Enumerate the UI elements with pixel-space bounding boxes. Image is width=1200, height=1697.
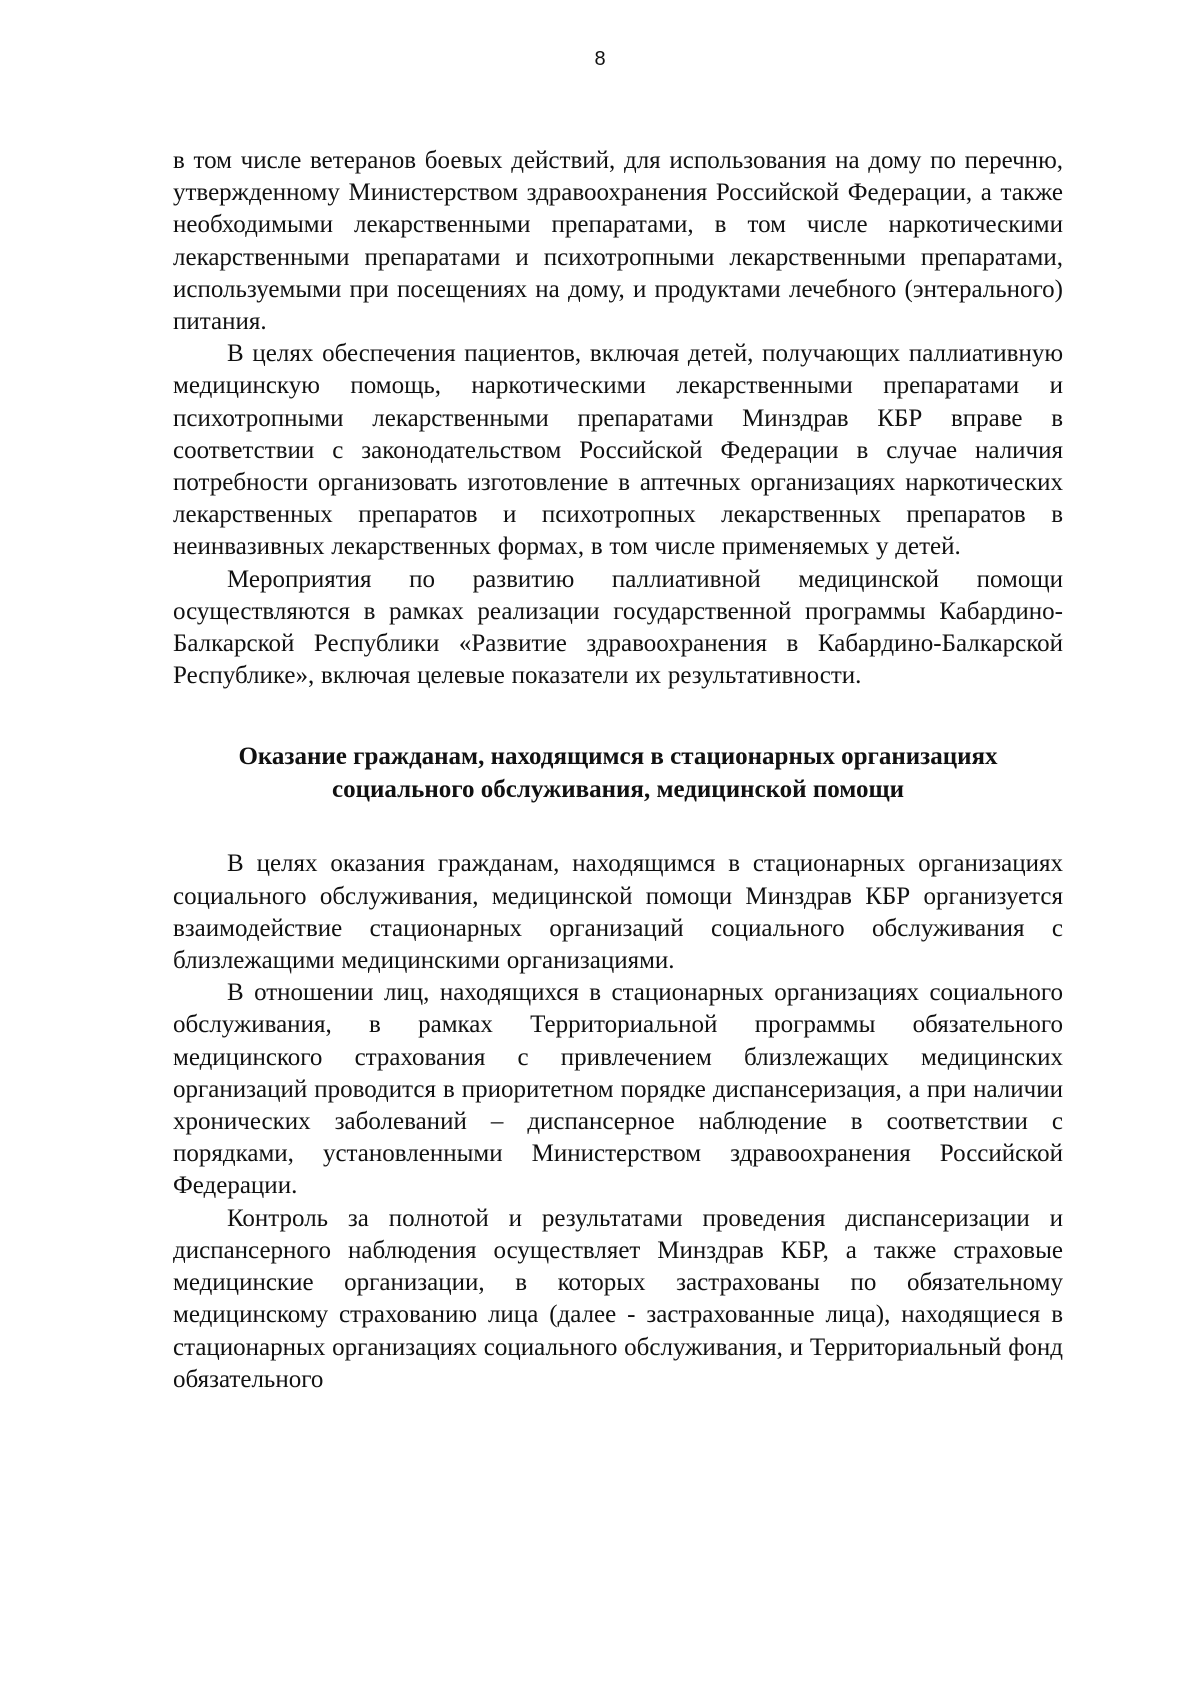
paragraph-control: Контроль за полнотой и результатами проведения диспансеризации и диспансерного наблюдения осуществляет Минздрав КБР, а также страховые медицинские организации, в которых застрахованы по обязательному медицинскому страхованию лица (далее - застрахованные лица), находящиеся в стационарных организациях социального обслуживания, и Территориальный фонд обязательного	[173, 1204, 1063, 1393]
section-heading-line-1: Оказание гражданам, находящимся в стационарных организациях	[238, 743, 998, 771]
paragraph-continuation: в том числе ветеранов боевых действий, для использования на дому по перечню, утвержденному Министерством здравоохранения Российской Федерации, а также необходимыми лекарственными препаратами, в том числе наркотическими лекарственными препаратами и психотропными лекарственными препаратами, используемыми при посещениях на дому, и продуктами лечебного (энтерального) питания.	[173, 147, 1063, 336]
page-number: 8	[594, 48, 606, 70]
document-body	[173, 145, 1063, 1396]
paragraph-dispensarization: В отношении лиц, находящихся в стационарных организациях социального обслуживания, в рамках Территориальной программы обязательного медицинского страхования с привлечением близлежащих медицинских организаций проводится в приоритетном порядке диспансеризация, а при наличии хронических заболеваний – диспансерное наблюдение в соответствии с порядками, установленными Министерством здравоохранения Российской Федерации.	[173, 979, 1063, 1200]
section-heading	[173, 740, 1063, 806]
paragraph-social-care-interaction: В целях оказания гражданам, находящимся в стационарных организациях социального обслуживания, медицинской помощи Минздрав КБР организуется взаимодействие стационарных организаций социального обслуживания с близлежащими медицинскими организациями.	[173, 850, 1063, 975]
paragraph-narcotic-drugs: В целях обеспечения пациентов, включая детей, получающих паллиативную медицинскую помощь, наркотическими лекарственными препаратами и психотропными лекарственными препаратами Минздрав КБР вправе в соответствии с законодательством Российской Федерации в случае наличия потребности организовать изготовление в аптечных организациях наркотических лекарственных препаратов и психотропных лекарственных препаратов в неинвазивных лекарственных формах, в том числе применяемых у детей.	[173, 340, 1063, 561]
paragraph-palliative-program: Мероприятия по развитию паллиативной медицинской помощи осуществляются в рамках реализации государственной программы Кабардино-Балкарской Республики «Развитие здравоохранения в Кабардино-Балкарской Республике», включая целевые показатели их результативности.	[173, 565, 1063, 690]
section-heading-line-2: социального обслуживания, медицинской помощи	[332, 776, 904, 804]
